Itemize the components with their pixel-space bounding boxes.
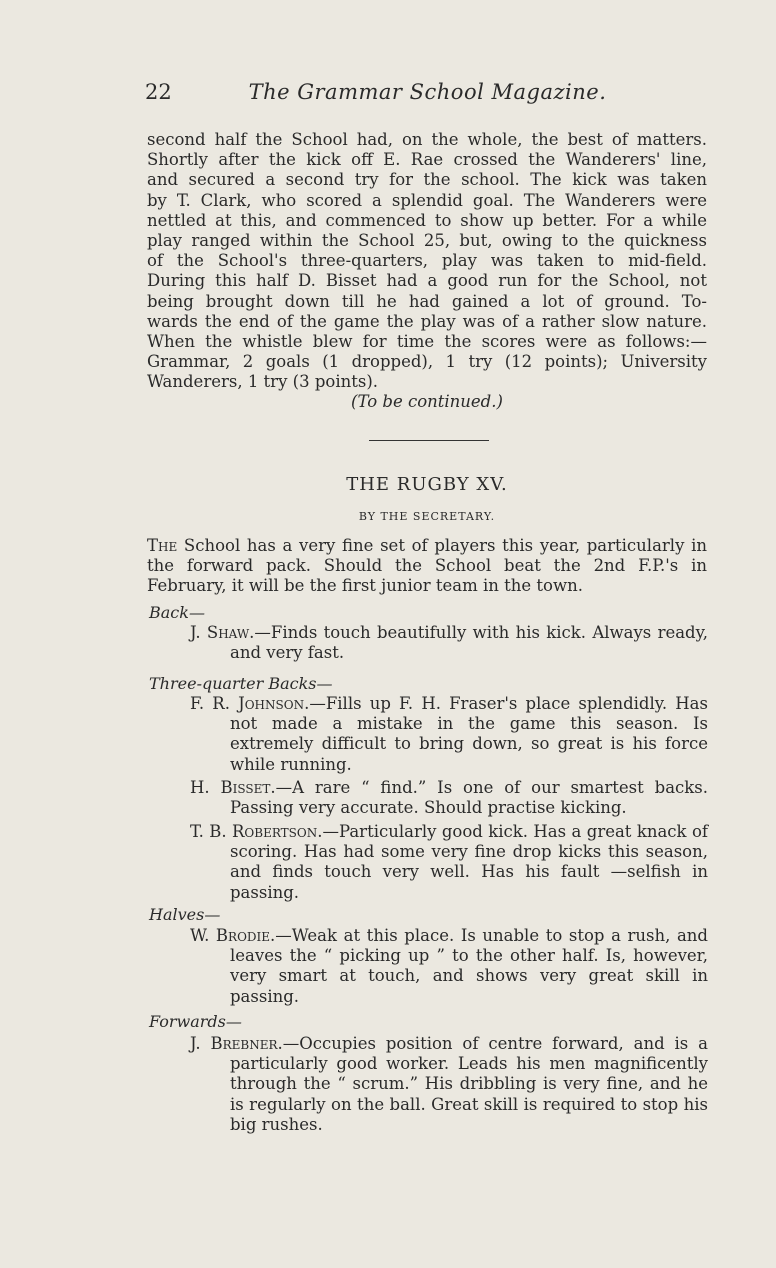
player-entry: [190, 778, 708, 818]
player-text: —Finds touch beautifully with his kick. Always ready, and very fast.: [230, 623, 708, 663]
section-divider: [369, 440, 489, 441]
player-name: F. R. Johnson.: [190, 694, 310, 713]
player-text: —Particularly good kick. Has a great knack of scoring. Has had some very fine drop kicks this season, and finds touch very well. Has his fault —selfish in passing.: [230, 822, 708, 902]
text-line: nettled at this, and commenced to show up better. For a while: [147, 210, 707, 230]
player-text: —A rare “ find.” Is one of our smartest backs. Passing very accurate. Should practise kicking.: [230, 778, 708, 818]
to-be-continued: (To be continued.): [351, 392, 503, 411]
text-line: being brought down till he had gained a lot of ground. To-: [147, 291, 707, 311]
byline: BY THE SECRETARY.: [358, 510, 496, 523]
text-line: wards the end of the game the play was of a rather slow nature.: [147, 311, 707, 331]
text-line: Wanderers, 1 try (3 points).: [147, 372, 378, 392]
player-entry: [190, 623, 708, 663]
player-name: T. B. Robertson.: [190, 822, 323, 841]
player-name: W. Brodie.: [190, 926, 276, 945]
heading-back: Back—: [149, 603, 205, 622]
player-name: H. Bisset.: [190, 778, 276, 797]
heading-three-quarter-backs: Three-quarter Backs—: [149, 674, 333, 693]
section-title: THE RUGBY XV.: [346, 474, 508, 495]
text-line: and secured a second try for the school. The kick was taken: [147, 170, 707, 190]
text-line: Shortly after the kick off E. Rae crossed the Wanderers' line,: [147, 150, 707, 170]
heading-halves: Halves—: [149, 905, 221, 924]
intro-paragraph: [147, 536, 707, 597]
intro-lead: The: [147, 536, 178, 555]
page-number: 22: [145, 80, 172, 104]
heading-forwards: Forwards—: [149, 1012, 242, 1031]
player-entry: [190, 926, 708, 1007]
text-line: play ranged within the School 25, but, owing to the quickness: [147, 231, 707, 251]
player-name: J. Shaw.: [190, 623, 255, 642]
intro-rest: School has a very fine set of players this year, particularly in the forward pack. Should the School beat the 2nd F.P.'s in February, it will be the first junior team in the town.: [147, 536, 707, 596]
running-head: [145, 80, 710, 110]
text-line: Grammar, 2 goals (1 dropped), 1 try (12 points); University: [147, 352, 707, 372]
text-line: of the School's three-quarters, play was taken to mid-field.: [147, 251, 707, 271]
magazine-title: The Grammar School Magazine.: [248, 80, 607, 104]
text-line: During this half D. Bisset had a good run for the School, not: [147, 271, 707, 291]
player-entry: [190, 1034, 708, 1135]
player-text: —Occupies position of centre forward, and is a particularly good worker. Leads his men magnificently through the “ scrum.” His dribbling is very fine, and he is regularly on the ball. Great skill is required to stop his big rushes.: [230, 1034, 708, 1134]
player-entry: [190, 694, 708, 775]
text-line: When the whistle blew for time the scores were as follows:—: [147, 332, 707, 352]
intro-text: [147, 536, 707, 597]
text-line: second half the School had, on the whole, the best of matters.: [147, 130, 707, 149]
player-entry: [190, 822, 708, 903]
player-text: —Fills up F. H. Fraser's place splendidly. Has not made a mistake in the game this season. Is extremely difficult to bring down, so great is his force while running.: [230, 694, 708, 774]
match-report-continuation: [147, 130, 707, 393]
text-line: by T. Clark, who scored a splendid goal. The Wanderers were: [147, 190, 707, 210]
player-text: —Weak at this place. Is unable to stop a rush, and leaves the “ picking up ” to the other half. Is, however, very smart at touch, and shows very great skill in passing.: [230, 926, 708, 1006]
player-name: J. Brebner.: [190, 1034, 283, 1053]
